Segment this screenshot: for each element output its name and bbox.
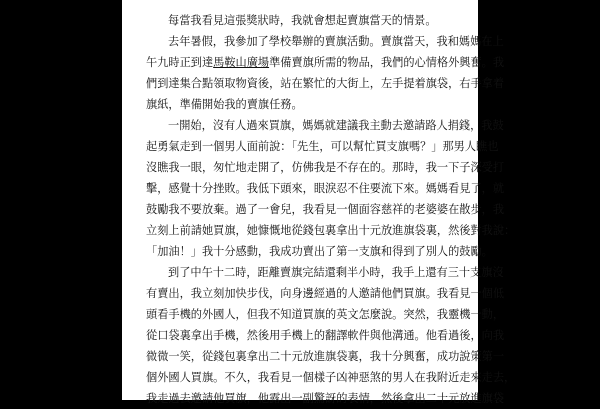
text-segment: 午九時正到達	[146, 56, 214, 69]
text-line: 沒瞧我一眼，匆忙地走開了，仿佛我是不存在的。那時，我一下子深受打	[146, 161, 505, 174]
text-line: 們到達集合點領取物資後，站在繁忙的大街上，左手提着旗袋，右手拿着	[146, 77, 505, 90]
essay-text	[146, 0, 516, 409]
paragraph-1	[146, 10, 456, 31]
text-segment: 準備賣旗所需的物品，我們的心情格外興奮。我	[269, 56, 505, 69]
text-line: 「加油！」我十分感動，我成功賣出了第一支旗和得到了別人的鼓勵。	[146, 245, 493, 258]
top-margin	[146, 0, 456, 10]
text-line: 微微一笑，從錢包裏拿出二十元放進旗袋裏，我十分興奮，成功說策第一	[146, 350, 505, 363]
paragraph-3	[146, 115, 516, 262]
paragraph-2	[146, 31, 505, 115]
paragraph-4	[146, 262, 516, 409]
document-page	[122, 0, 516, 405]
text-line: 個外國人買旗。不久，我看見一個樣子凶神惡煞的男人在我附近走來走去，	[146, 371, 516, 384]
text-line: 立刻上前請她買旗，她慷慨地從錢包裏拿出十元放進旗袋裏，然後對我說：	[146, 224, 516, 237]
text-line	[146, 52, 505, 73]
text-line: 起勇氣走到一個男人面前說：「先生，可以幫忙買支旗嗎？」那男人瞧也	[146, 140, 499, 153]
text-line: 一開始，沒有人過來買旗，媽媽就建議我主動去邀請路人捐錢，我鼓	[168, 119, 504, 132]
text-line: 從口袋裏拿出手機，然後用手機上的翻譯軟件與他溝通。他看過後，向我	[146, 329, 505, 342]
text-line: 旗紙，準備開始我的賣旗任務。	[146, 98, 303, 111]
text-line: 我走過去邀請他買旗，他露出一副驚訝的表情，然後拿出二十元放進旗袋	[146, 392, 505, 405]
text-line: 有賣出，我立刻加快步伐，向身邊經過的人邀請他們買旗。我看見一個低	[146, 287, 505, 300]
text-line: 到了中午十二時，距離賣旗完結還剩半小時，我手上還有三十支旗沒	[168, 266, 504, 279]
text-line: 去年暑假，我參加了學校舉辦的賣旗活動。賣旗當天，我和媽媽在上	[168, 35, 504, 48]
text-line: 擊，感覺十分挫敗。我低下頭來，眼淚忍不住要流下來。媽媽看見了，就	[146, 182, 505, 195]
text-line: 頭看手機的外國人，但我不知道買旗的英文怎麼說。突然，我靈機一動，	[146, 308, 505, 321]
text-line: 鼓勵我不要放棄。過了一會兒，我看見一個面容慈祥的老婆婆在散步，我	[146, 203, 505, 216]
text-line: 每當我看見這張獎狀時，我就會想起賣旗當天的情景。	[168, 14, 437, 27]
location-link[interactable]: 馬鞍山廣場	[213, 56, 270, 69]
